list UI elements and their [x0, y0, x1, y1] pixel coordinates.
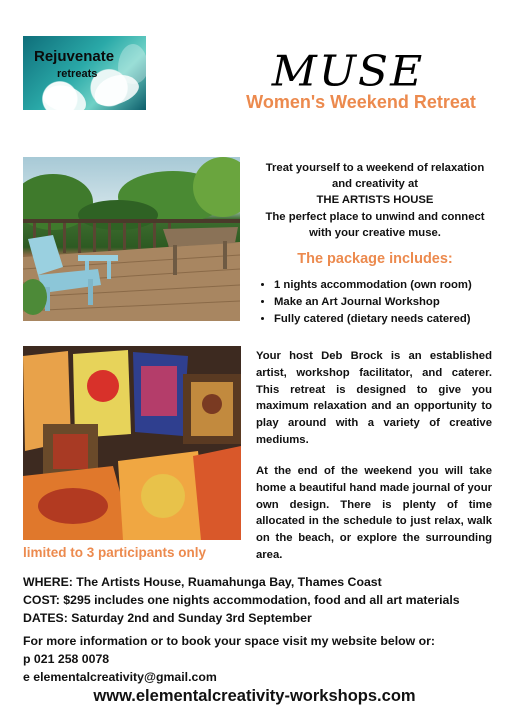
list-item: • 1 nights accommodation (own room): [274, 277, 509, 294]
deck-photo: [23, 157, 240, 321]
intro-line-5: with your creative muse.: [309, 226, 441, 239]
host-paragraph: Your host Deb Brock is an established artist, workshop facilitator, and caterer. This retreat is designed to give you maximum relaxation and an opportunity to play around with a variety of creative mediums.: [256, 350, 492, 446]
logo-name: Rejuvenate: [34, 48, 115, 65]
intro-line-3: THE ARTISTS HOUSE: [316, 194, 434, 207]
participant-limit-note: limited to 3 participants only: [23, 545, 207, 560]
page-title: MUSE: [271, 47, 425, 96]
package-list: [256, 277, 509, 328]
deck-illustration: [23, 157, 240, 321]
cost-line: COST: $295 includes one nights accommodation, food and all art materials: [23, 593, 460, 607]
email-line: e elementalcreativity@gmail.com: [23, 670, 217, 684]
package-heading: The package includes:: [297, 251, 453, 267]
intro-text: [250, 160, 500, 241]
rejuvenate-retreats-logo: [23, 36, 146, 110]
where-line: WHERE: The Artists House, Ruamahunga Bay, Thames Coast: [23, 575, 382, 589]
logo-tagline: retreats: [57, 68, 98, 80]
intro-line-1: Treat yourself to a weekend of relaxation: [265, 162, 485, 174]
end-of-weekend-paragraph: At the end of the weekend you will take home a beautiful hand made journal of your own design. There is plenty of time allocated in the schedule to just relax, walk on the beach, or explore the surrounding area.: [256, 465, 492, 561]
intro-line-4: The perfect place to unwind and connect: [265, 210, 485, 223]
page-subtitle: Women's Weekend Retreat: [246, 92, 476, 112]
more-info-line: For more information or to book your space visit my website below or:: [23, 634, 436, 648]
phone-line: p 021 258 0078: [23, 652, 110, 666]
art-journals-photo: [23, 346, 241, 540]
dates-line: DATES: Saturday 2nd and Sunday 3rd September: [23, 611, 312, 625]
list-item: • Make an Art Journal Workshop: [274, 294, 509, 311]
list-item: • Fully catered (dietary needs catered): [274, 311, 509, 328]
art-journals-illustration: [23, 346, 241, 540]
website-link[interactable]: www.elementalcreativity-workshops.com: [93, 687, 416, 705]
intro-line-2: and creativity at: [331, 178, 419, 191]
